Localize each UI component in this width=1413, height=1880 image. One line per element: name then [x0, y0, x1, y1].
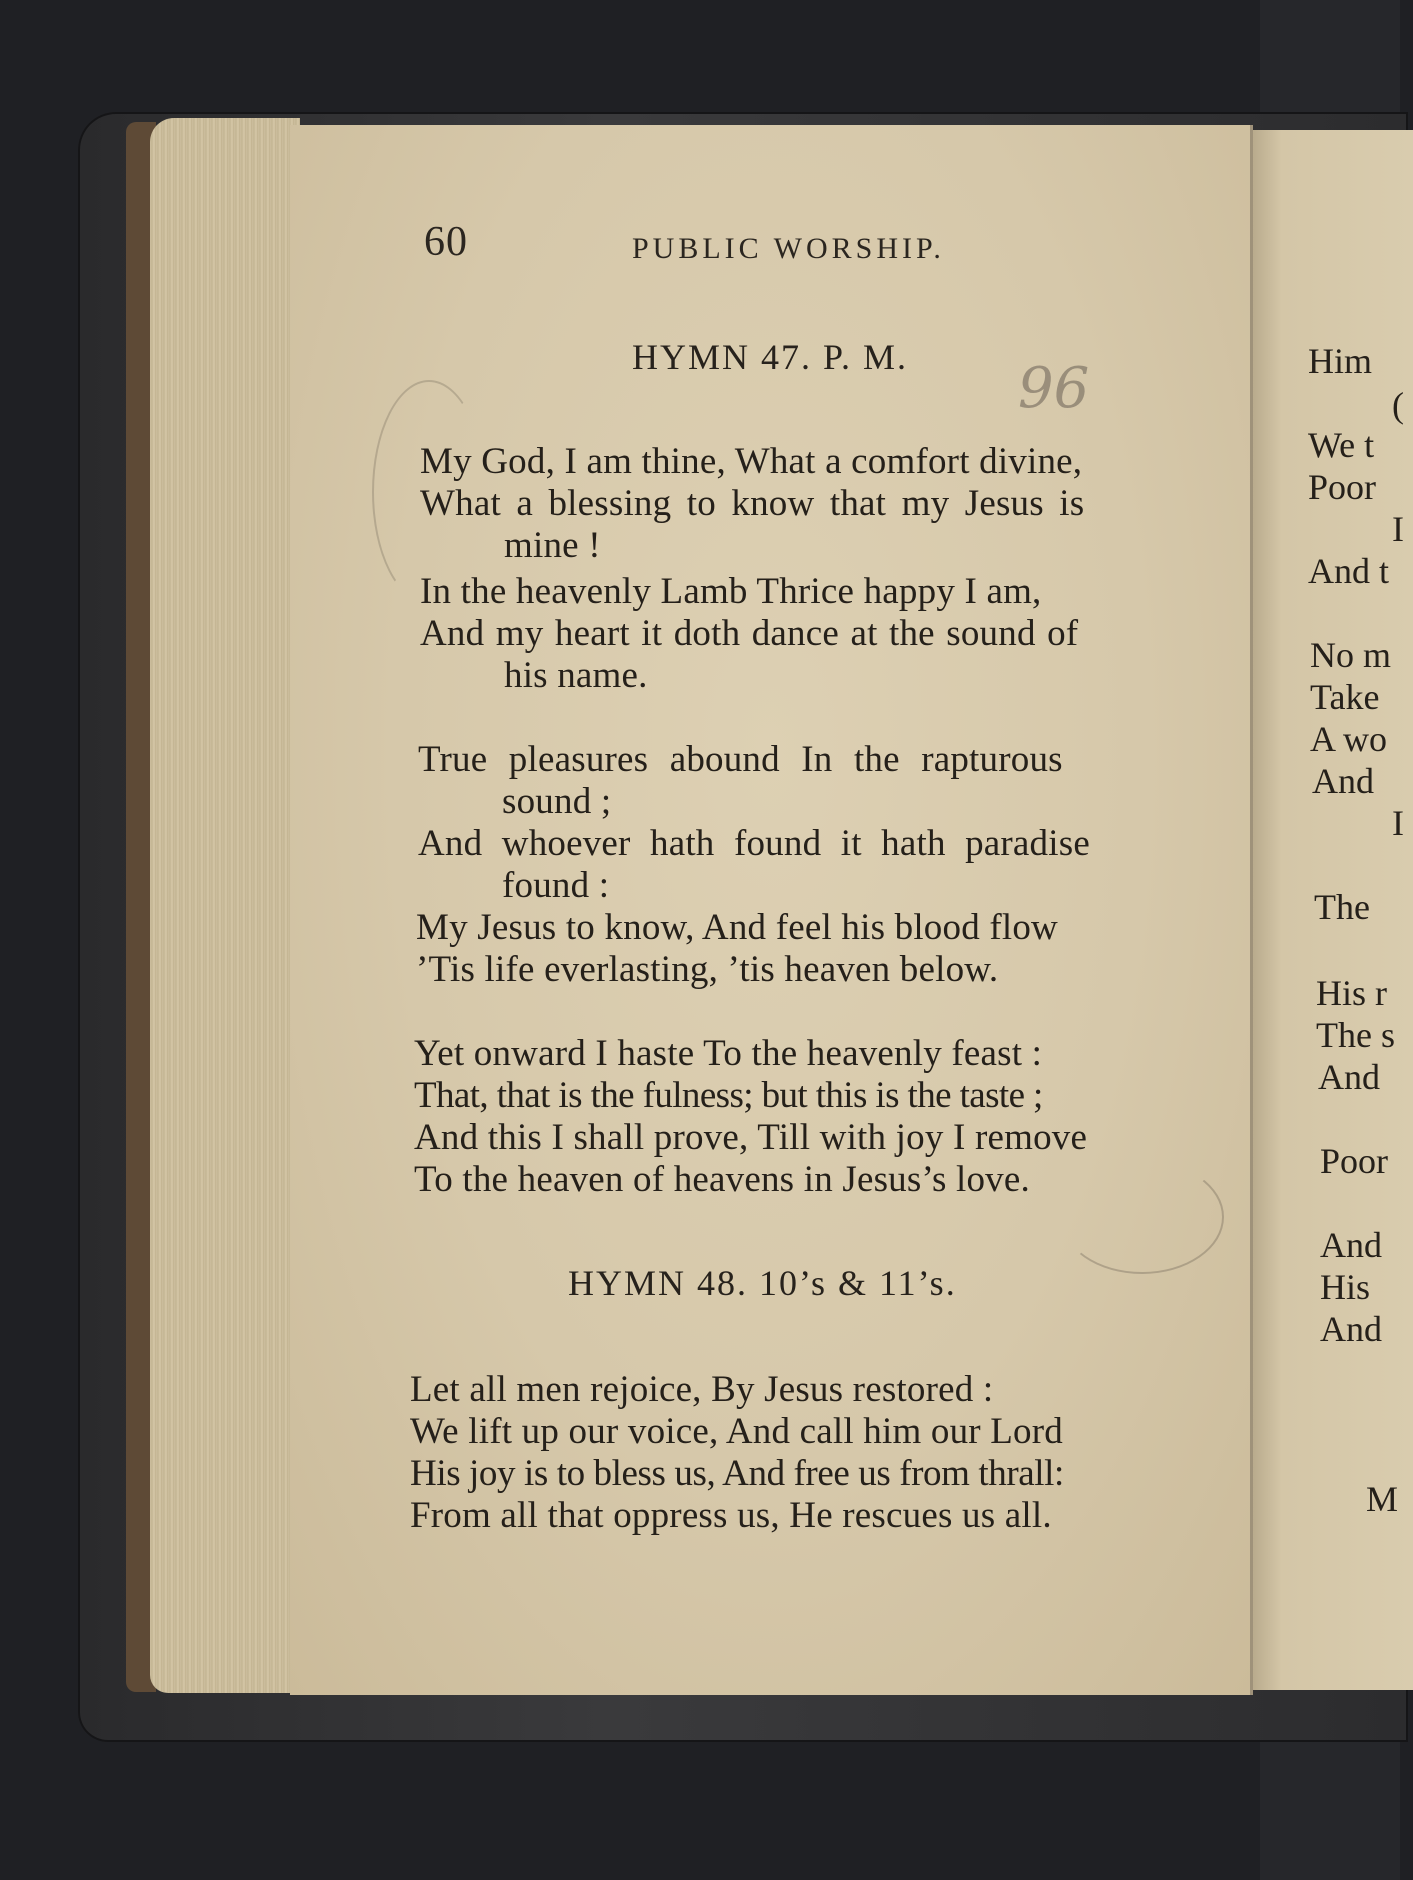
next-page-fragment: A wo: [1310, 719, 1388, 759]
verse-line: From all that oppress us, He rescues us all.: [410, 1495, 1052, 1536]
verse-line: True pleasures abound In the rapturous: [418, 739, 1063, 780]
verse-line: Let all men rejoice, By Jesus restored :: [410, 1369, 994, 1410]
verse-line: That, that is the fulness; but this is the taste ;: [414, 1075, 1043, 1116]
next-page-fragment: His r: [1316, 973, 1387, 1013]
verse-line: And this I shall prove, Till with joy I remove: [414, 1117, 1088, 1158]
next-page-fragment: No m: [1310, 635, 1391, 675]
verse-line: ’Tis life everlasting, ’tis heaven below.: [416, 949, 999, 990]
page-number: 60: [424, 219, 468, 265]
verse-line: What a blessing to know that my Jesus is: [420, 483, 1085, 524]
next-page-fragment: And t: [1308, 551, 1389, 591]
next-page-fragment: The: [1314, 887, 1370, 927]
verse-line: My Jesus to know, And feel his blood flow: [416, 907, 1058, 948]
verse-line: found :: [502, 865, 610, 906]
next-page-fragment: We t: [1308, 425, 1375, 465]
verse-line: In the heavenly Lamb Thrice happy I am,: [420, 571, 1042, 612]
next-page-fragment: Him: [1308, 341, 1373, 381]
next-page-fragment: M: [1366, 1479, 1399, 1519]
verse-line: My God, I am thine, What a comfort divine,: [420, 441, 1083, 482]
next-page-fragment: Poor: [1320, 1141, 1389, 1181]
hymn-47-heading: HYMN 47. P. M.: [632, 337, 909, 377]
next-page-fragment: And: [1320, 1309, 1382, 1349]
verse-line: mine !: [504, 525, 601, 566]
next-page-fragment: And: [1312, 761, 1374, 801]
verse-line: To the heaven of heavens in Jesus’s love.: [414, 1159, 1030, 1200]
verse-line: Yet onward I haste To the heavenly feast :: [414, 1033, 1043, 1074]
next-page-fragment: Take: [1310, 677, 1380, 717]
next-page-fragment: And: [1318, 1057, 1380, 1097]
next-page-fragment: The s: [1316, 1015, 1395, 1055]
verse-line: And my heart it doth dance at the sound of: [420, 613, 1079, 654]
next-page-fragment: (: [1392, 385, 1404, 425]
pencil-number: 96: [1018, 356, 1090, 421]
next-page-fragment: I: [1392, 509, 1404, 549]
pencil-arc-bottom: [1060, 1160, 1224, 1274]
hymn-48-heading: HYMN 48. 10’s & 11’s.: [568, 1263, 957, 1303]
verse-line: We lift up our voice, And call him our Lord: [410, 1411, 1063, 1452]
next-page-fragment: And: [1320, 1225, 1382, 1265]
verse-line: And whoever hath found it hath paradise: [418, 823, 1090, 864]
next-page-fragment: His: [1320, 1267, 1371, 1307]
next-page-fragment: Poor: [1308, 467, 1377, 507]
verse-line: sound ;: [502, 781, 612, 822]
verse-line: His joy is to bless us, And free us from thrall:: [410, 1453, 1064, 1494]
next-page-fragment: I: [1392, 803, 1404, 843]
verse-line: his name.: [504, 655, 648, 696]
running-title: PUBLIC WORSHIP.: [632, 232, 945, 265]
page-edges: [150, 118, 300, 1693]
